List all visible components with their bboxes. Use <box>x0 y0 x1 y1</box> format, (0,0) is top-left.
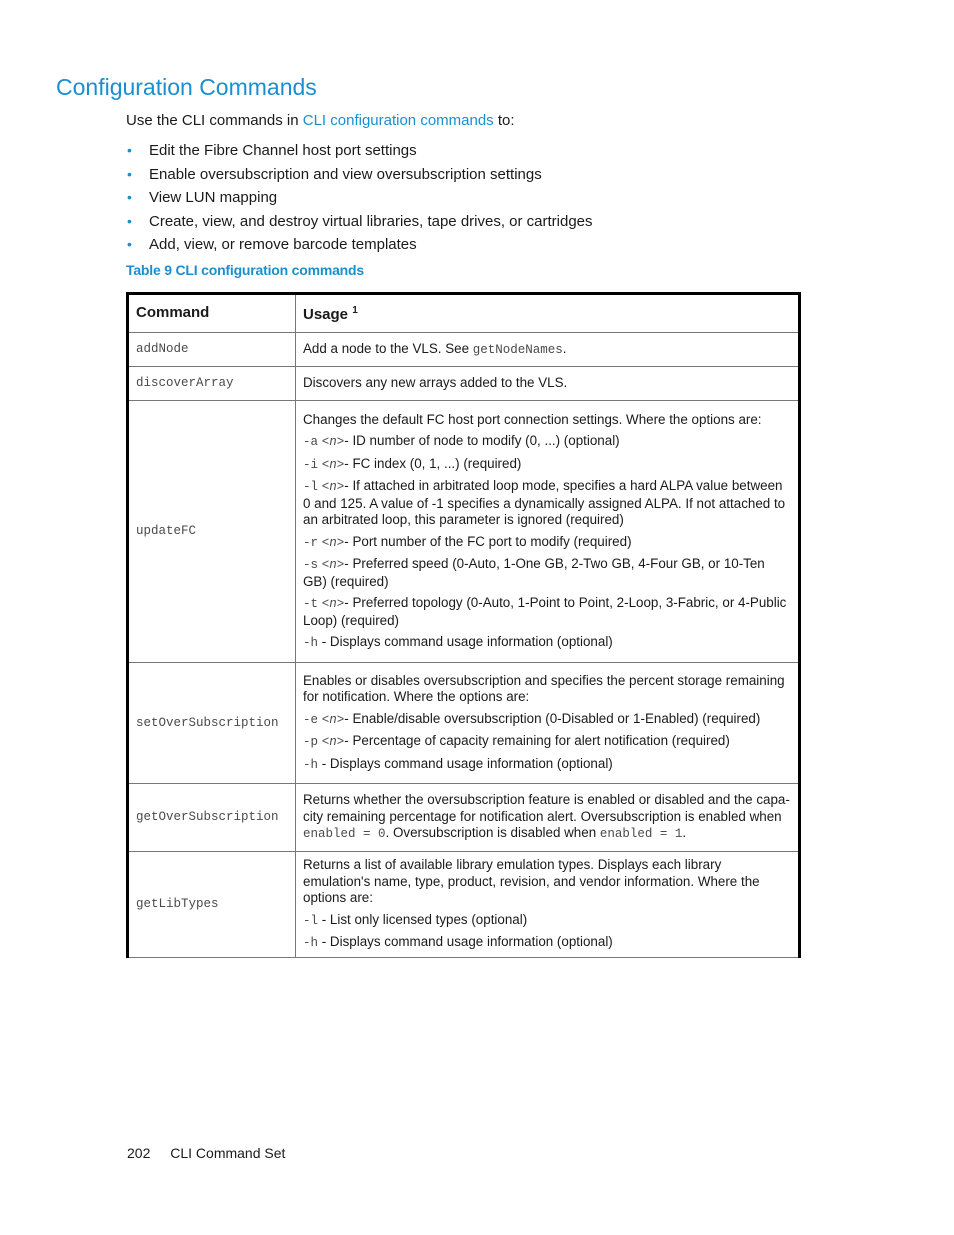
usage-text: Enables or disables oversubscription and specifies the percent storage remaining for notification. Where the options are: <box>303 672 785 705</box>
command-cell: updateFC <box>128 401 296 663</box>
intro-text-before: Use the CLI commands in <box>126 112 303 129</box>
option-argument: <n> <box>321 457 345 472</box>
option-argument: <n> <box>321 558 345 572</box>
option-description: - Displays command usage information (optional) <box>321 634 613 649</box>
option-flag: -s <box>303 558 319 572</box>
usage-option <box>303 733 791 751</box>
usage-text: . <box>562 340 567 356</box>
option-argument: <n> <box>321 535 345 550</box>
option-description: - Port number of the FC port to modify (required) <box>344 533 632 549</box>
usage-description <box>303 673 791 706</box>
usage-description <box>303 341 791 359</box>
table-row <box>128 663 800 784</box>
bullet-icon: • <box>127 189 132 205</box>
inline-code: enabled = 1 <box>599 827 683 842</box>
task-list-item <box>126 233 593 257</box>
command-cell: getOverSubscription <box>128 784 296 852</box>
usage-option <box>303 711 791 729</box>
option-description: - Preferred speed (0-Auto, 1-One GB, 2-Two GB, 4-Four GB, or 10-Ten GB) (required) <box>303 556 765 589</box>
usage-cell <box>296 663 800 784</box>
usage-text: Discovers any new arrays added to the VLS. <box>303 375 568 391</box>
option-description: - Preferred topology (0-Auto, 1-Point to Point, 2-Loop, 3-Fabric, or 4-Public Loop) (required) <box>303 595 787 628</box>
table-row <box>128 333 800 367</box>
option-flag: -l <box>303 913 319 928</box>
usage-option <box>303 634 791 652</box>
inline-code: getNodeNames <box>472 342 563 357</box>
usage-option <box>303 433 791 451</box>
option-argument: <n> <box>321 480 345 494</box>
task-list-item-text: Edit the Fibre Channel host port settings <box>149 142 417 159</box>
page-number: 202 <box>127 1145 151 1161</box>
task-list-item <box>126 139 593 163</box>
option-flag: -a <box>303 435 319 449</box>
usage-description <box>303 375 791 392</box>
cli-config-commands-link[interactable]: CLI configuration commands <box>302 112 494 129</box>
usage-text: . <box>682 825 687 841</box>
command-cell: addNode <box>128 333 296 367</box>
option-description: - Enable/disable oversubscription (0-Disabled or 1-Enabled) (required) <box>344 710 761 726</box>
task-list-item <box>126 163 593 187</box>
option-description: - Percentage of capacity remaining for alert notification (required) <box>344 733 730 749</box>
usage-cell <box>296 852 800 958</box>
usage-cell <box>296 784 800 852</box>
usage-description <box>303 857 791 907</box>
option-argument: <n> <box>321 735 345 750</box>
option-argument: <n> <box>321 597 345 611</box>
usage-text: Returns a list of available library emulation types. Displays each library emulation's name, type, product, revision, and vendor information. Where the options are: <box>303 857 760 905</box>
usage-option <box>303 934 791 952</box>
option-flag: -h <box>303 936 319 950</box>
bullet-icon: • <box>127 236 132 252</box>
table-row <box>128 784 800 852</box>
inline-code: enabled = 0 <box>303 827 386 842</box>
intro-text-after: to: <box>493 112 515 129</box>
usage-description <box>303 412 791 429</box>
option-flag: -h <box>303 636 319 650</box>
option-description: - If attached in arbitrated loop mode, specifies a hard ALPA value between 0 and 125. A value of -1 specifies a dynamically assigned ALPA. If not attached to an arbitrated loop, this parameter is ignored (required) <box>303 478 786 527</box>
page-footer <box>127 1145 301 1161</box>
option-description: - Displays command usage information (optional) <box>321 755 613 771</box>
header-usage: Usage $^1$ <box>296 294 800 333</box>
bullet-icon: • <box>127 212 132 229</box>
option-flag: -l <box>303 480 319 494</box>
usage-text: Add a node to the VLS. See <box>303 340 473 356</box>
usage-option <box>303 456 791 474</box>
option-description: - Displays command usage information (optional) <box>321 934 613 949</box>
table-header-row <box>128 294 800 333</box>
command-cell: getLibTypes <box>128 852 296 958</box>
usage-cell <box>296 333 800 367</box>
header-command: Command <box>128 294 296 333</box>
table-caption: Table 9 CLI configuration commands <box>126 262 364 278</box>
usage-text: . Oversubscription is disabled when <box>385 825 600 841</box>
task-list-item-text: Add, view, or remove barcode templates <box>149 236 417 253</box>
option-description: - ID number of node to modify (0, ...) (optional) <box>344 433 620 448</box>
usage-description <box>303 792 791 843</box>
command-cell: discoverArray <box>128 367 296 401</box>
usage-option <box>303 756 791 774</box>
option-flag: -r <box>303 535 319 550</box>
table-row <box>128 367 800 401</box>
task-list-item <box>126 186 593 210</box>
task-list-item-text: Enable oversubscription and view oversubscription settings <box>149 165 542 183</box>
usage-text: Changes the default FC host port connection settings. Where the options are: <box>303 411 762 427</box>
intro-paragraph <box>126 112 515 129</box>
usage-option <box>303 556 791 590</box>
task-list-item-text: Create, view, and destroy virtual libraries, tape drives, or cartridges <box>149 212 593 230</box>
option-argument: <n> <box>321 712 345 727</box>
page-title: Configuration Commands <box>56 74 317 100</box>
table-row <box>128 401 800 663</box>
option-flag: -t <box>303 597 319 611</box>
option-description: - List only licensed types (optional) <box>321 911 528 927</box>
cli-config-commands-table <box>126 292 801 958</box>
usage-option <box>303 534 791 552</box>
option-flag: -p <box>303 735 319 750</box>
usage-cell <box>296 401 800 663</box>
command-cell: setOverSubscription <box>128 663 296 784</box>
option-flag: -e <box>303 712 319 727</box>
bullet-icon: • <box>127 142 132 158</box>
usage-option <box>303 478 791 529</box>
footer-section-title: CLI Command Set <box>170 1145 286 1161</box>
option-description: - FC index (0, 1, ...) (required) <box>344 455 522 471</box>
usage-text: Returns whether the oversubscription feature is enabled or disabled and the capa-city remaining percentage for notification alert. Oversubscription is enabled when <box>303 792 790 824</box>
usage-option <box>303 912 791 930</box>
table-row <box>128 852 800 958</box>
task-list-item <box>126 210 593 234</box>
task-list-item-text: View LUN mapping <box>149 189 278 206</box>
task-list <box>126 139 593 257</box>
footnote-marker: 1 <box>352 305 358 317</box>
option-flag: -h <box>303 757 319 772</box>
bullet-icon: • <box>127 165 132 182</box>
option-flag: -i <box>303 457 319 472</box>
option-argument: <n> <box>321 435 345 449</box>
usage-option <box>303 595 791 629</box>
usage-cell <box>296 367 800 401</box>
